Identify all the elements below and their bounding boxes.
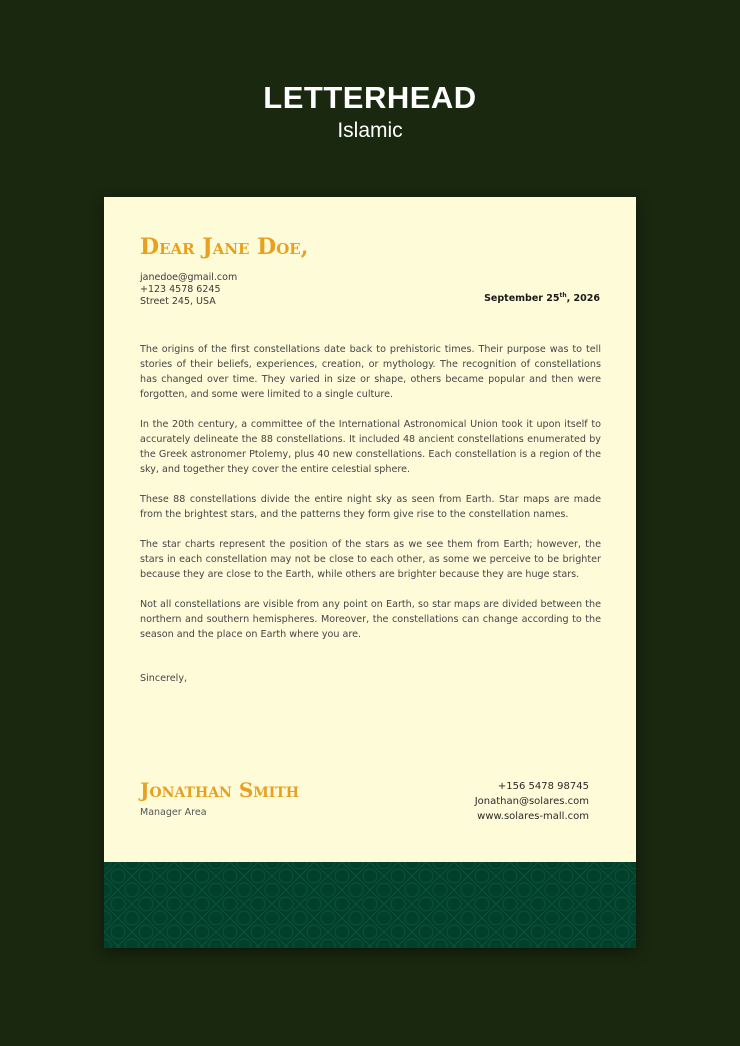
date-month-day: September 25 bbox=[484, 293, 560, 304]
sender-name: Jonathan Smith bbox=[140, 778, 299, 802]
body-paragraph: In the 20th century, a committee of the International Astronomical Union took it upon itself to accurately delineate the 88 constellations. It included 48 ancient constellations enumerated by the Greek astronomer Ptolemy, plus 40 new constellations. Each constellation is a region of the sky, and together they cover the entire celestial sphere. bbox=[140, 419, 601, 475]
recipient-contact bbox=[140, 272, 237, 308]
page-header bbox=[0, 78, 740, 144]
letter-date bbox=[484, 293, 600, 304]
sender-email: Jonathan@solares.com bbox=[474, 796, 589, 807]
sender-phone: +156 5478 98745 bbox=[497, 781, 589, 792]
letter-sheet bbox=[104, 197, 636, 948]
page-subtitle: Islamic bbox=[337, 119, 403, 142]
body-paragraph: These 88 constellations divide the entire night sky as seen from Earth. Star maps are made from the brightest stars, and the patterns they form give rise to the constellation names. bbox=[140, 494, 601, 520]
body-paragraph: The star charts represent the position of the stars as we see them from Earth; however, the stars in each constellation may not be close to each other, as some we perceive to be brighter because they are close to the Earth, while others are brighter because they are huge stars. bbox=[140, 539, 601, 580]
date-year: , 2026 bbox=[566, 293, 600, 304]
body-paragraph: Not all constellations are visible from any point on Earth, so star maps are divided between the northern and southern hemispheres. Moreover, the constellations can change according to the season and the place on Earth where you are. bbox=[140, 599, 601, 640]
letter-body bbox=[140, 342, 601, 657]
signoff: Sincerely, bbox=[140, 673, 188, 684]
page-title: LETTERHEAD bbox=[263, 80, 477, 115]
recipient-address: Street 245, USA bbox=[140, 296, 216, 307]
islamic-pattern-icon bbox=[104, 862, 636, 948]
sender-contact bbox=[475, 779, 589, 824]
sender-role: Manager Area bbox=[140, 807, 207, 818]
sender-website: www.solares-mall.com bbox=[477, 811, 589, 822]
recipient-phone: +123 4578 6245 bbox=[140, 284, 221, 295]
date-suffix: th bbox=[559, 291, 567, 299]
footer-pattern-band bbox=[104, 862, 636, 948]
recipient-email: janedoe@gmail.com bbox=[140, 272, 238, 283]
body-paragraph: The origins of the first constellations date back to prehistoric times. Their purpose was to tell stories of their beliefs, experiences, creation, or mythology. The recognition of constellations has changed over time. They varied in size or shape, others became popular and then were forgotten, and some were limited to a single culture. bbox=[140, 344, 601, 400]
greeting: Dear Jane Doe, bbox=[140, 234, 309, 260]
